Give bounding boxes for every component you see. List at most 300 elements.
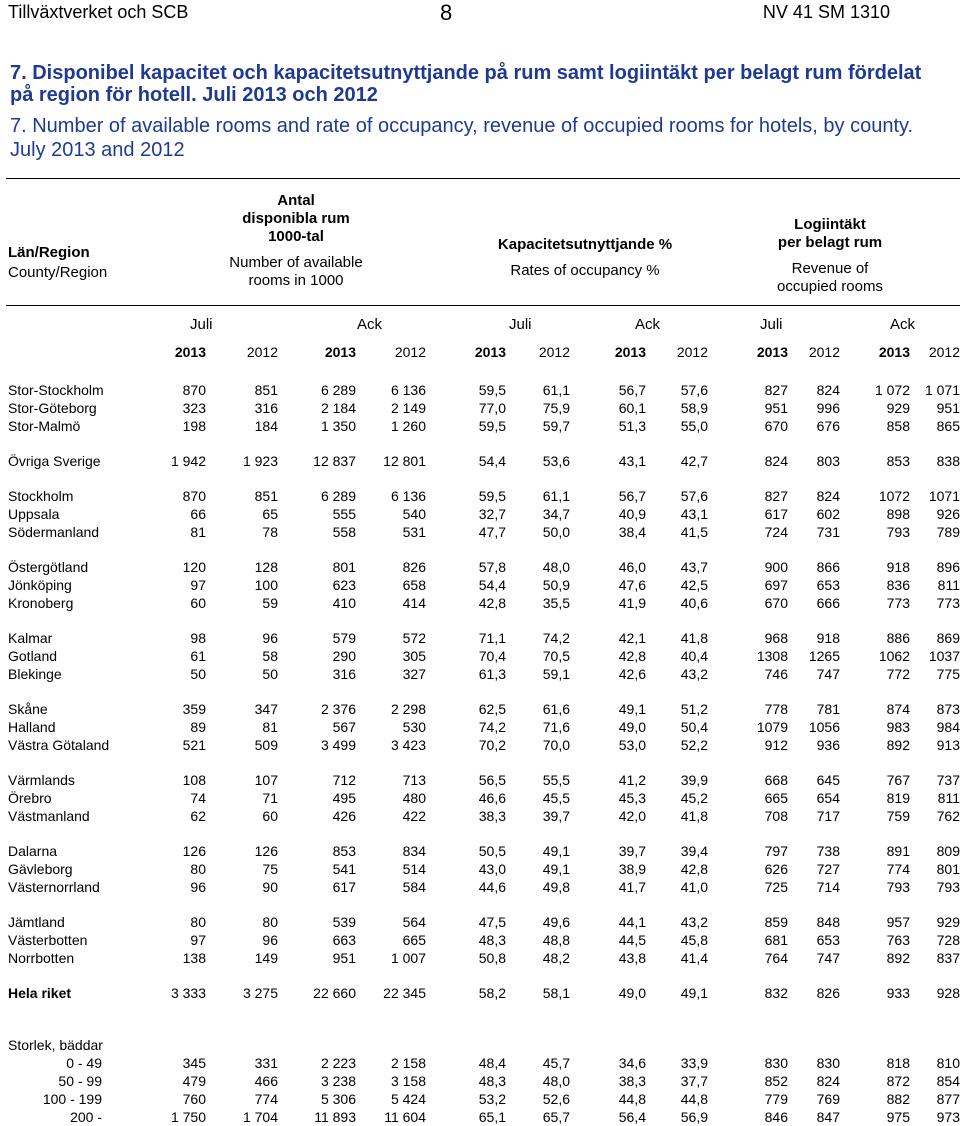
table-cell: 49,0 [618,985,646,1001]
table-row [6,594,960,612]
table-cell: 763 [886,932,910,948]
table-cell: 778 [764,701,788,717]
table-cell: 53,0 [618,737,646,753]
year-header: 2012 [928,344,960,360]
table-row [6,487,960,505]
table-cell: 54,4 [478,577,506,593]
row-label: Hela riket [8,985,72,1001]
table-cell: 34,7 [542,506,570,522]
table-cell: 530 [402,719,426,735]
table-cell [910,1036,960,1054]
table-cell: 1 942 [170,453,206,469]
table-cell: 45,3 [618,790,646,806]
table-cell: 892 [886,737,910,753]
header-rule [6,305,960,306]
table-cell: 929 [936,914,960,930]
table-cell: 78 [262,524,278,540]
table-cell: 58,1 [542,985,570,1001]
table-cell: 12 837 [313,453,356,469]
table-cell: 663 [332,932,356,948]
table-cell: 58,9 [680,400,708,416]
table-cell: 57,6 [680,488,708,504]
table-cell: 12 801 [383,453,426,469]
table-cell: 928 [936,985,960,1001]
table-cell: 41,8 [680,630,708,646]
table-row [6,860,960,878]
table-cell: 1308 [756,648,788,664]
table-cell: 769 [816,1091,840,1107]
table-row [6,452,960,470]
table-cell: 838 [936,453,960,469]
spacer-row [6,364,960,381]
table-cell: 1 260 [390,418,426,434]
table-cell: 43,0 [478,861,506,877]
table-cell: 747 [816,950,840,966]
year-header: 2012 [538,344,570,360]
table-cell: 96 [262,630,278,646]
series-code: NV 41 SM 1310 [762,2,890,22]
table-title-swedish: 7. Disponibel kapacitet och kapacitetsutnyttjande på rum samt logiintäkt per belagt rum fördelat på region för hotell. Juli 2013 och 2012 [10,62,922,106]
table-cell: 479 [182,1073,206,1089]
table-cell [356,1036,426,1054]
table-cell: 22 345 [383,985,426,1001]
table-row [6,878,960,896]
table-cell: 41,0 [680,879,708,895]
table-row [6,1054,960,1072]
table-row [6,771,960,789]
row-label: Kronoberg [8,595,74,611]
table-cell: 918 [886,559,910,575]
row-label: Stockholm [8,488,74,504]
table-cell: 327 [402,666,426,682]
table-cell: 120 [182,559,206,575]
table-cell: 836 [886,577,910,593]
table-cell: 56,7 [618,488,646,504]
row-label: Västernorrland [8,879,100,895]
row-label: Norrbotten [8,950,75,966]
table-cell: 3 423 [390,737,426,753]
table-cell: 89 [190,719,206,735]
table-cell: 323 [182,400,206,416]
table-cell: 59,5 [478,418,506,434]
table-cell: 57,6 [680,382,708,398]
table-cell: 764 [764,950,788,966]
table-cell: 495 [332,790,356,806]
table-cell: 59,5 [478,382,506,398]
table-cell: 44,5 [618,932,646,948]
table-cell: 42,6 [618,666,646,682]
spacer-row [6,825,960,842]
table-cell: 359 [182,701,206,717]
spacer-row [6,541,960,558]
table-cell: 55,5 [542,772,570,788]
table-cell: 824 [764,453,788,469]
table-cell: 714 [816,879,840,895]
table-cell: 422 [402,808,426,824]
row-label: Blekinge [8,666,62,682]
table-cell: 951 [764,400,788,416]
table-cell: 48,3 [478,1073,506,1089]
table-cell: 774 [886,861,910,877]
table-cell: 50,0 [542,524,570,540]
year-header-row [6,340,960,364]
table-cell: 48,3 [478,932,506,948]
table-cell: 45,2 [680,790,708,806]
year-header: 2013 [878,344,910,360]
table-cell: 126 [254,843,278,859]
table-cell: 70,5 [542,648,570,664]
table-cell: 837 [936,950,960,966]
table-cell: 59,7 [542,418,570,434]
table-cell: 826 [816,985,840,1001]
row-label: Stor-Göteborg [8,400,97,416]
table-cell: 555 [332,506,356,522]
table-cell: 149 [254,950,278,966]
table-cell: 32,7 [478,506,506,522]
header-publisher: Tillväxtverket och SCB [8,2,189,22]
table-cell: 1 071 [924,382,960,398]
table-cell: 43,2 [680,914,708,930]
table-cell: 760 [182,1091,206,1107]
table-cell: 60,1 [618,400,646,416]
revenue-header-en2: occupied rooms [777,278,883,295]
table-cell: 834 [402,843,426,859]
table-cell: 870 [182,382,206,398]
table-cell [426,1036,506,1054]
table-cell: 793 [886,524,910,540]
table-cell [788,1036,840,1054]
table-cell: 6 289 [320,488,356,504]
table-cell: 345 [182,1055,206,1071]
table-cell: 1079 [756,719,788,735]
table-cell: 724 [764,524,788,540]
table-cell: 1 007 [390,950,426,966]
row-label: Södermanland [8,524,100,540]
spacer-row [6,1019,960,1036]
table-cell [146,1036,206,1054]
table-cell: 60 [190,595,206,611]
period-label: Ack [635,316,661,333]
occupancy-header-sv: Kapacitetsutnyttjande % [497,236,673,253]
table-cell: 824 [816,488,840,504]
table-cell: 61,3 [478,666,506,682]
table-row [6,913,960,931]
table-row [6,718,960,736]
table-cell: 668 [764,772,788,788]
table-cell: 62,5 [478,701,506,717]
table-cell: 52,2 [680,737,708,753]
table-cell: 49,1 [542,843,570,859]
capacity-table [6,340,960,1126]
table-cell: 81 [190,524,206,540]
table-cell: 984 [936,719,960,735]
row-label: Skåne [8,701,48,717]
table-cell: 47,5 [478,914,506,930]
table-cell: 865 [936,418,960,434]
table-cell: 5 306 [320,1091,356,1107]
period-label: Juli [190,316,213,333]
table-row [6,842,960,860]
table-cell: 2 158 [390,1055,426,1071]
table-cell: 858 [886,418,910,434]
row-label: Örebro [8,790,52,806]
table-cell: 1265 [808,648,840,664]
table-cell: 38,3 [618,1073,646,1089]
table-title-english: 7. Number of available rooms and rate of occupancy, revenue of occupied rooms for hotels, by county. July 2013 and 2012 [10,115,914,161]
table-cell: 558 [332,524,356,540]
table-cell: 851 [254,488,278,504]
table-cell: 870 [182,488,206,504]
table-cell: 414 [402,595,426,611]
table-cell: 56,9 [680,1109,708,1125]
table-cell: 51,2 [680,701,708,717]
table-cell: 56,4 [618,1109,646,1125]
table-cell: 41,4 [680,950,708,966]
table-cell: 830 [816,1055,840,1071]
table-cell: 39,7 [542,808,570,824]
table-cell: 55,0 [680,418,708,434]
table-cell: 22 660 [313,985,356,1001]
table-cell: 983 [886,719,910,735]
table-cell: 933 [886,985,910,1001]
table-cell: 886 [886,630,910,646]
table-cell: 51,3 [618,418,646,434]
table-cell: 957 [886,914,910,930]
year-header: 2012 [394,344,426,360]
table-cell: 42,7 [680,453,708,469]
table-row [6,629,960,647]
table-cell: 1072 [878,488,910,504]
table-cell: 70,2 [478,737,506,753]
table-cell: 35,5 [542,595,570,611]
table-cell: 49,0 [618,719,646,735]
table-row [6,807,960,825]
table-cell: 97 [190,932,206,948]
table-cell: 49,8 [542,879,570,895]
table-cell: 48,2 [542,950,570,966]
table-cell: 801 [332,559,356,575]
table-cell: 11 893 [314,1109,356,1125]
table-row [6,399,960,417]
table-cell: 42,0 [618,808,646,824]
table-cell: 41,7 [618,879,646,895]
table-cell: 39,9 [680,772,708,788]
table-cell: 775 [936,666,960,682]
row-label: Östergötland [8,559,89,575]
table-cell: 827 [764,488,788,504]
occupancy-header-en: Rates of occupancy % [510,262,660,279]
table-cell: 198 [182,418,206,434]
table-cell: 1 750 [170,1109,206,1125]
period-row [0,316,960,336]
table-cell: 48,8 [542,932,570,948]
row-label: Jönköping [8,577,72,593]
table-cell: 846 [764,1109,788,1125]
table-cell: 854 [936,1073,960,1089]
table-cell: 46,6 [478,790,506,806]
table-cell: 5 424 [390,1091,426,1107]
table-cell: 42,8 [618,648,646,664]
year-header: 2012 [676,344,708,360]
table-cell: 37,7 [680,1073,708,1089]
table-cell: 40,9 [618,506,646,522]
table-cell: 713 [402,772,426,788]
table-cell: 98 [190,630,206,646]
table-cell: 853 [332,843,356,859]
table-cell: 539 [332,914,356,930]
table-cell: 918 [816,630,840,646]
table-cell: 138 [182,950,206,966]
revenue-header-sv2: per belagt rum [777,234,883,251]
table-cell: 827 [764,382,788,398]
spacer-row [6,1002,960,1019]
table-cell: 521 [182,737,206,753]
row-label: Uppsala [8,506,60,522]
table-cell [278,1036,356,1054]
table-cell: 872 [886,1073,910,1089]
table-cell: 49,6 [542,914,570,930]
table-cell: 738 [816,843,840,859]
table-cell: 869 [936,630,960,646]
table-cell: 66 [190,506,206,522]
table-cell: 58,2 [478,985,506,1001]
table-cell: 617 [332,879,356,895]
table-cell: 50,8 [478,950,506,966]
row-label: Västmanland [8,808,90,824]
period-label: Ack [890,316,916,333]
table-cell: 34,6 [618,1055,646,1071]
table-cell: 617 [764,506,788,522]
table-cell: 290 [332,648,356,664]
page-number: 8 [440,0,453,25]
table-cell: 42,1 [618,630,646,646]
table-cell: 567 [332,719,356,735]
table-cell: 100 [254,577,278,593]
table-cell: 42,5 [680,577,708,593]
table-cell: 746 [764,666,788,682]
row-label: Storlek, bäddar [8,1037,103,1053]
row-label: Jämtland [8,914,65,930]
table-cell: 1037 [928,648,960,664]
table-cell: 44,8 [618,1091,646,1107]
period-label: Ack [357,316,383,333]
table-cell: 859 [764,914,788,930]
table-cell: 789 [936,524,960,540]
table-cell: 2 149 [390,400,426,416]
table-cell: 70,0 [542,737,570,753]
table-cell: 41,8 [680,808,708,824]
table-cell: 48,4 [478,1055,506,1071]
table-cell: 56,5 [478,772,506,788]
table-cell [506,1036,570,1054]
table-cell: 623 [332,577,356,593]
table-cell: 996 [816,400,840,416]
table-cell: 50 [190,666,206,682]
table-cell: 43,1 [680,506,708,522]
table-cell: 45,7 [542,1055,570,1071]
table-cell: 653 [816,577,840,593]
available-header-line2: disponibla rum [242,210,350,227]
table-cell: 81 [262,719,278,735]
table-cell: 975 [886,1109,910,1125]
table-cell: 126 [182,843,206,859]
table-cell: 184 [254,418,278,434]
table-row [6,523,960,541]
table-cell: 44,8 [680,1091,708,1107]
table-cell: 900 [764,559,788,575]
table-cell: 773 [936,595,960,611]
table-cell: 540 [402,506,426,522]
table-cell: 38,3 [478,808,506,824]
table-cell [646,1036,708,1054]
table-cell: 832 [764,985,788,1001]
table-cell: 62 [190,808,206,824]
table-row [6,505,960,523]
table-cell: 774 [254,1091,278,1107]
row-label: 0 - 49 [66,1055,102,1071]
table-cell: 717 [816,808,840,824]
table-cell: 670 [764,595,788,611]
table-cell: 797 [764,843,788,859]
year-header: 2013 [174,344,206,360]
table-cell: 47,7 [478,524,506,540]
table-cell: 38,4 [618,524,646,540]
table-cell: 602 [816,506,840,522]
table-cell: 45,8 [680,932,708,948]
year-header: 2012 [246,344,278,360]
table-cell: 43,7 [680,559,708,575]
table-cell: 42,8 [478,595,506,611]
table-cell: 44,1 [618,914,646,930]
table-cell: 70,4 [478,648,506,664]
table-cell: 77,0 [478,400,506,416]
table-cell: 801 [936,861,960,877]
table-cell: 579 [332,630,356,646]
table-cell: 74,2 [478,719,506,735]
table-cell: 75,9 [542,400,570,416]
available-header-line1: Antal [277,192,315,209]
table-cell: 47,6 [618,577,646,593]
table-cell: 665 [402,932,426,948]
table-cell: 1071 [928,488,960,504]
table-cell: 951 [332,950,356,966]
table-cell: 851 [254,382,278,398]
table-cell: 951 [936,400,960,416]
table-cell: 46,0 [618,559,646,575]
row-label: Gotland [8,648,58,664]
table-cell: 926 [936,506,960,522]
table-cell: 1 923 [242,453,278,469]
table-cell: 725 [764,879,788,895]
table-cell: 767 [886,772,910,788]
table-cell: 41,9 [618,595,646,611]
row-label: Halland [8,719,56,735]
table-cell: 45,5 [542,790,570,806]
table-cell: 54,4 [478,453,506,469]
region-header-en: County/Region [8,264,108,281]
table-cell: 50 [262,666,278,682]
row-label: Kalmar [8,630,53,646]
table-row [6,1090,960,1108]
table-cell: 584 [402,879,426,895]
table-cell: 2 184 [320,400,356,416]
table-cell: 80 [262,914,278,930]
table-row [6,1108,960,1126]
table-cell: 53,6 [542,453,570,469]
table-cell: 654 [816,790,840,806]
table-cell: 658 [402,577,426,593]
table-cell: 772 [886,666,910,682]
